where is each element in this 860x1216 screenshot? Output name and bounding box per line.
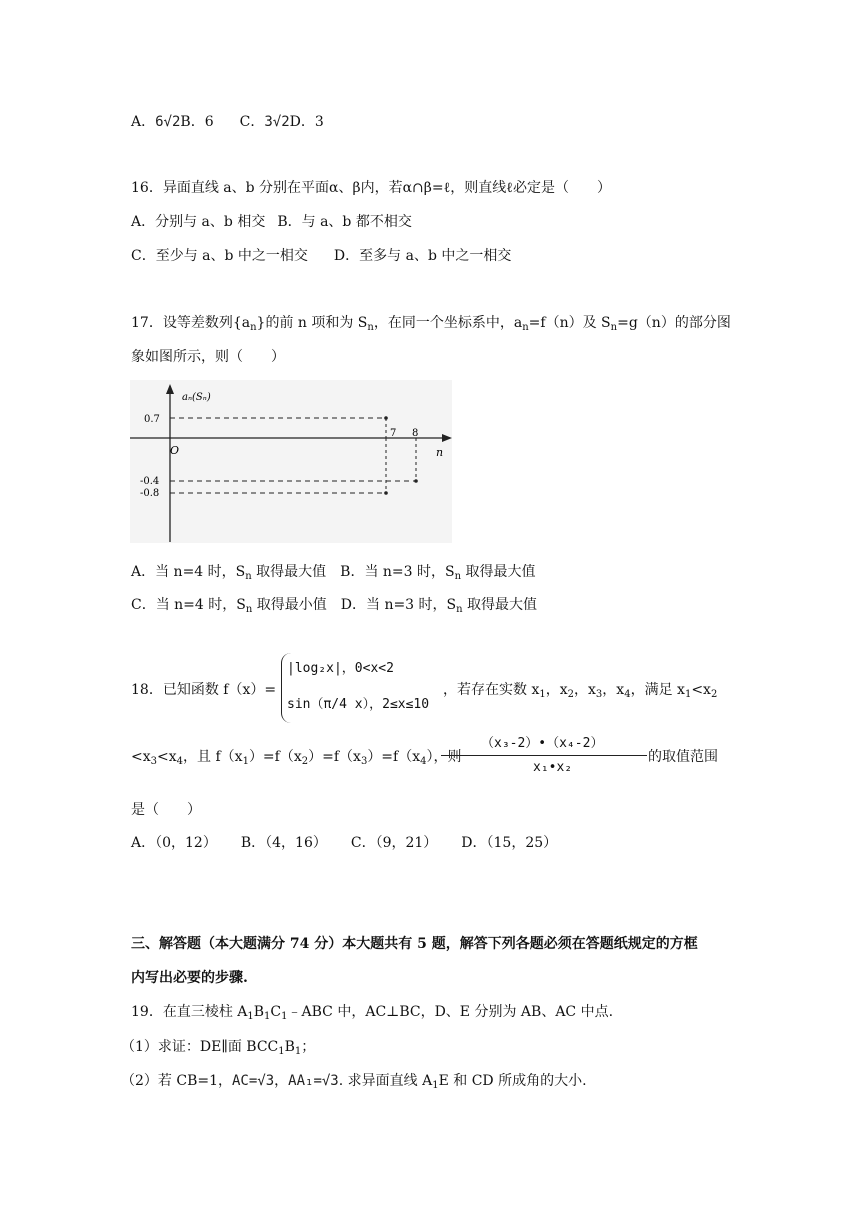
q16-option-c: C．至少与 a、b 中之一相交 <box>131 248 308 264</box>
q16-options-row1 <box>131 212 412 232</box>
q17-stem-line1 <box>131 313 731 333</box>
q15-option-a-label: A． <box>131 114 156 130</box>
subscript: n <box>610 322 618 333</box>
q18-stem-line1-left: 18．已知函数 f（x）= <box>131 682 277 698</box>
q19-part1 <box>121 1037 315 1057</box>
subscript: n <box>456 604 463 615</box>
q18-option-d: D．（15，25） <box>461 835 558 851</box>
q17-option-d-rest: 取得最大值 <box>462 597 538 613</box>
q18-text: ，满足 x <box>630 682 685 698</box>
q18-option-c: C．（9，21） <box>350 835 438 851</box>
q18-text: ，且 f（x <box>183 749 243 765</box>
q19-text: ﹣ABC 中，AC⊥BC，D、E 分别为 AB、AC 中点. <box>287 1004 614 1020</box>
point <box>384 491 388 495</box>
q18-line3: 是（ ） <box>131 802 201 818</box>
subscript: n <box>245 604 253 615</box>
q17-options-row1 <box>131 562 536 582</box>
q17-stem-text: 17．设等差数列{a <box>131 315 251 331</box>
subscript: 3 <box>360 756 368 767</box>
q16-option-d: D．至多与 a、b 中之一相交 <box>333 248 512 264</box>
piece-row-2: sin（π/4 x），2≤x≤10 <box>287 697 430 712</box>
q17-option-a: A．当 n=4 时，S <box>131 564 246 580</box>
subscript: n <box>454 571 462 582</box>
q17-option-c: C．当 n=4 时，S <box>131 597 246 613</box>
q19-part2-text: （2）若 CB=1， <box>121 1073 232 1089</box>
subscript: n <box>250 322 257 333</box>
piece-row-1: |log₂x|，0<x<2 <box>287 661 394 676</box>
point <box>384 416 388 420</box>
q18-text: ），则 <box>426 749 462 765</box>
y-tick-minus-0.4: -0.4 <box>140 476 160 487</box>
q18-text: ）=f（x <box>248 749 302 765</box>
subscript: 4 <box>176 756 184 767</box>
x-tick-8: 8 <box>412 428 419 439</box>
subscript: 4 <box>420 756 427 767</box>
subscript: n <box>522 322 529 333</box>
q19-text: 19．在直三棱柱 A <box>131 1004 248 1020</box>
subscript: n <box>245 571 252 582</box>
q18-options <box>131 833 557 853</box>
q18-text: ，若存在实数 x <box>443 682 540 698</box>
q19-part2-text: E 和 CD 所成角的大小. <box>438 1073 587 1089</box>
origin-label: O <box>170 444 180 457</box>
q17-stem-line2: 象如图所示，则（ ） <box>131 349 285 365</box>
q17-stem-text: ，在同一个坐标系中，a <box>373 315 523 331</box>
q19-ac-value: AC=√3 <box>232 1073 275 1089</box>
q16-options-row2 <box>131 246 511 266</box>
q17-option-d: D．当 n=3 时，S <box>340 597 457 613</box>
q18-line2-right: 的取值范围 <box>648 749 718 765</box>
q18-text: ，x <box>545 682 568 698</box>
q15-option-d: D．3 <box>289 114 324 130</box>
q18-text: <x <box>691 682 711 698</box>
q17-options-row2 <box>131 595 537 615</box>
fraction-bar <box>441 755 647 756</box>
subscript: 1 <box>242 756 249 767</box>
subscript: 1 <box>432 1080 439 1091</box>
subscript: 2 <box>567 689 575 700</box>
q16-stem: 16．异面直线 a、b 分别在平面α、β内，若α∩β=ℓ，则直线ℓ必定是（ ） <box>131 180 611 196</box>
x-axis-label: n <box>436 446 444 459</box>
q16-option-a: A．分别与 a、b 相交 <box>131 214 266 230</box>
q17-stem-text: =f（n）及 S <box>528 315 611 331</box>
q19-separator: ， <box>274 1073 289 1089</box>
q17-stem-text: }的前 n 项和为 S <box>256 315 368 331</box>
fraction-numerator: （x₃-2）•（x₄-2） <box>481 736 604 751</box>
q16-option-b: B．与 a、b 都不相交 <box>277 214 412 230</box>
q17-option-b: B．当 n=3 时，S <box>340 564 455 580</box>
q18-fraction <box>441 732 647 784</box>
subscript: 1 <box>247 1011 254 1022</box>
q15-option-c-value: 3√2 <box>264 114 290 130</box>
fraction-denominator: x₁•x₂ <box>533 760 573 775</box>
q18-option-b: B．（4，16） <box>240 835 327 851</box>
q19-text: C <box>270 1004 282 1020</box>
q17-option-b-rest: 取得最大值 <box>461 564 536 580</box>
subscript: 1 <box>684 689 692 700</box>
subscript: 3 <box>150 756 158 767</box>
q18-text: ）=f（x <box>308 749 361 765</box>
subscript: 3 <box>595 689 603 700</box>
subscript: 1 <box>278 1046 285 1057</box>
q18-option-a: A．（0，12） <box>131 835 217 851</box>
subscript: 4 <box>624 689 631 700</box>
q18-text: <x <box>131 749 151 765</box>
q19-part2-text: . 求异面直线 A <box>338 1073 433 1089</box>
q19-part1-text: ； <box>301 1039 316 1055</box>
q17-option-a-rest: 取得最大值 <box>251 564 327 580</box>
y-tick-0.7: 0.7 <box>144 414 160 425</box>
q19-aa1-value: AA₁=√3 <box>288 1073 339 1089</box>
x-tick-7: 7 <box>390 428 397 439</box>
subscript: 1 <box>294 1046 302 1057</box>
q19-stem <box>131 1002 613 1022</box>
q18-piecewise-function <box>281 653 441 725</box>
q17-option-c-rest: 取得最小值 <box>252 597 327 613</box>
point <box>414 479 418 483</box>
q18-text: <x <box>157 749 177 765</box>
q18-stem-line1-right <box>443 680 717 700</box>
q19-part1-text: （1）求证：DE∥面 BCC <box>121 1039 279 1055</box>
y-axis-label: aₙ(Sₙ) <box>182 392 211 403</box>
y-tick-minus-0.8: -0.8 <box>140 488 160 499</box>
q18-text: ，x <box>602 682 625 698</box>
q17-stem-text: =g（n）的部分图 <box>617 315 731 331</box>
q19-part2 <box>121 1071 587 1091</box>
subscript: 2 <box>301 756 309 767</box>
q18-text: ）=f（x <box>367 749 421 765</box>
q15-option-a-value: 6√2 <box>155 114 181 130</box>
q15-option-c-label: C． <box>239 114 265 130</box>
subscript: 1 <box>264 1011 271 1022</box>
subscript: n <box>367 322 374 333</box>
q15-options <box>131 112 324 132</box>
q18-text: ，x <box>574 682 596 698</box>
q18-line2-left <box>131 747 462 767</box>
section3-heading-line2: 内写出必要的步骤. <box>131 970 248 986</box>
q19-part1-text: B <box>284 1039 295 1055</box>
subscript: 1 <box>281 1011 288 1022</box>
graph-background <box>130 380 452 543</box>
q15-option-b: B．6 <box>180 114 214 130</box>
q19-text: B <box>253 1004 265 1020</box>
section3-heading-line1: 三、解答题（本大题满分 74 分）本大题共有 5 题，解答下列各题必须在答题纸规定的方框 <box>131 936 698 952</box>
subscript: 1 <box>539 689 546 700</box>
q17-graph <box>130 380 452 543</box>
subscript: 2 <box>710 689 718 700</box>
